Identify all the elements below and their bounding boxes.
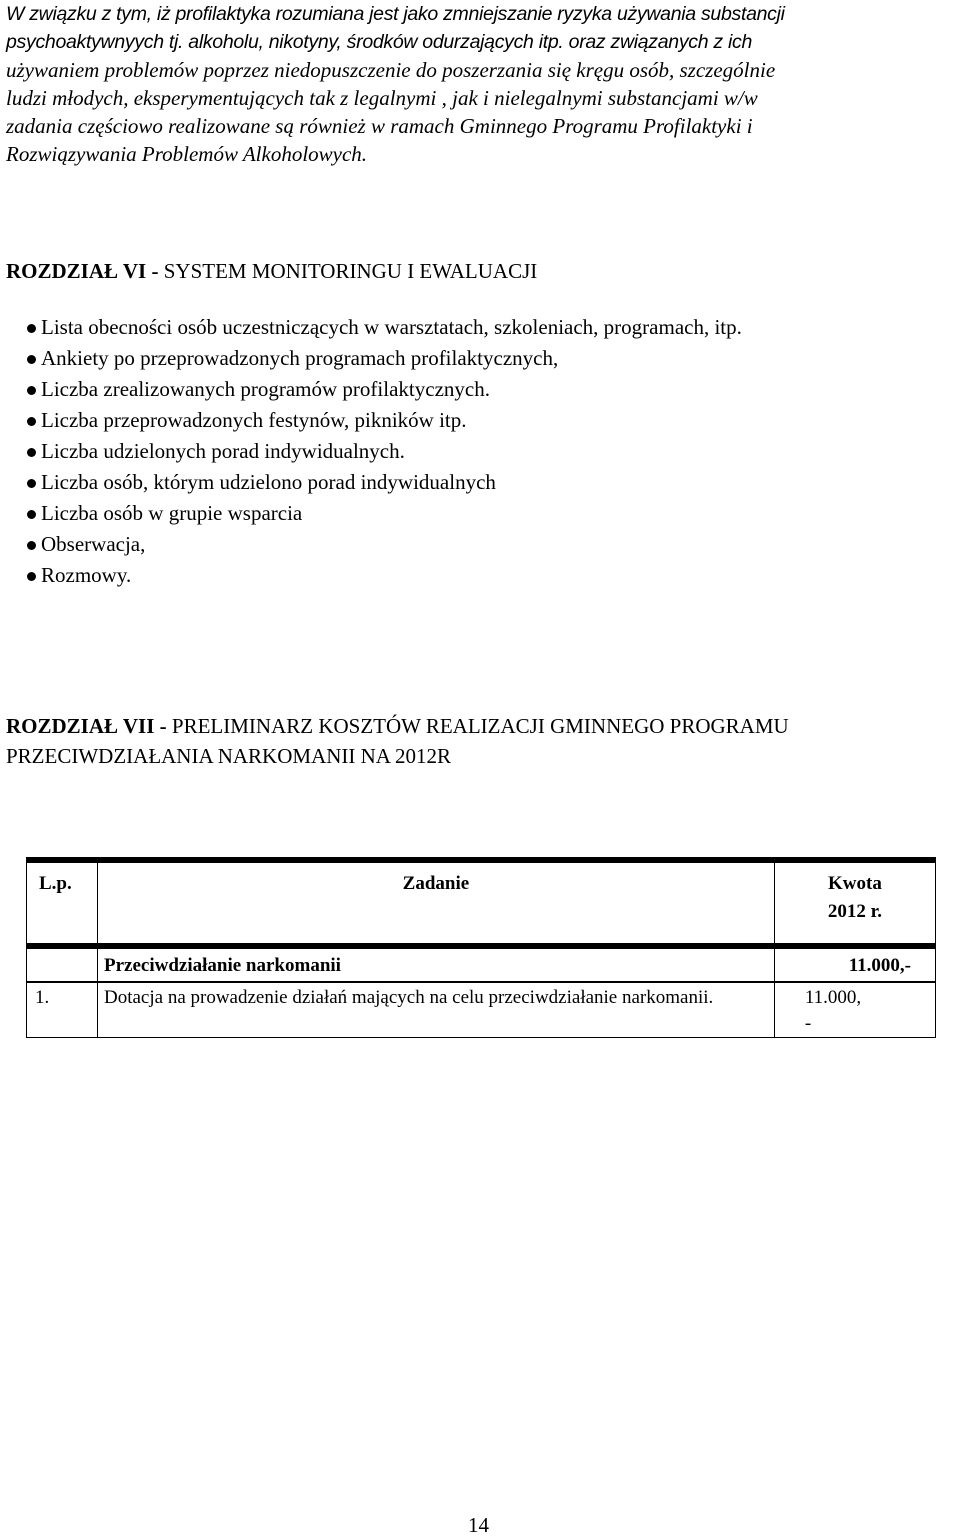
intro-line: Rozwiązywania Problemów Alkoholowych. xyxy=(6,142,368,166)
header-amount-line2: 2012 r. xyxy=(827,901,883,922)
bullet-icon xyxy=(27,479,36,488)
table-header-row xyxy=(27,860,936,946)
bullet-icon xyxy=(27,572,36,581)
bullet-icon xyxy=(27,510,36,519)
header-task: Zadanie xyxy=(98,860,775,946)
header-amount-line1: Kwota xyxy=(828,873,882,894)
list-item-text: Lista obecności osób uczestniczących w warsztatach, szkoleniach, programach, itp. xyxy=(41,315,742,339)
intro-paragraph xyxy=(6,0,954,168)
section-7-heading xyxy=(6,711,789,741)
row-amount xyxy=(774,982,935,1038)
bullet-icon xyxy=(27,355,36,364)
list-item-text: Liczba osób w grupie wsparcia xyxy=(41,501,303,525)
list-item-text: Liczba zrealizowanych programów profilaktycznych. xyxy=(41,377,490,401)
intro-line: zadania częściowo realizowane są również w ramach Gminnego Programu Profilaktyki i xyxy=(6,114,753,138)
list-item-text: Obserwacja, xyxy=(41,532,146,556)
cost-table-wrapper xyxy=(26,857,936,1038)
section-7-title-line2: PRZECIWDZIAŁANIA NARKOMANII NA 2012R xyxy=(6,744,452,768)
bullet-icon xyxy=(27,541,36,550)
category-task: Przeciwdziałanie narkomanii xyxy=(98,946,775,982)
section-6-title: SYSTEM MONITORINGU I EWALUACJI xyxy=(158,259,538,283)
page-number: 14 xyxy=(468,1513,489,1537)
bullet-icon xyxy=(27,386,36,395)
cost-table xyxy=(26,857,936,1038)
category-amount: 11.000,- xyxy=(774,946,935,982)
bullet-icon xyxy=(27,417,36,426)
row-lp: 1. xyxy=(27,982,98,1038)
bullet-icon xyxy=(27,324,36,333)
row-amount-line2: - xyxy=(804,1013,812,1034)
intro-line: W związku z tym, iż profilaktyka rozumiana jest jako zmniejszanie ryzyka używania substancji xyxy=(6,3,785,25)
table-row xyxy=(27,982,936,1038)
section-7-title-line1: PRELIMINARZ KOSZTÓW REALIZACJI GMINNEGO PROGRAMU xyxy=(166,714,789,738)
intro-line: ludzi młodych, eksperymentujących tak z legalnymi , jak i nielegalnymi substancjami w/w xyxy=(6,86,758,110)
header-amount xyxy=(774,860,935,946)
bullet-icon xyxy=(27,448,36,457)
list-item-text: Rozmowy. xyxy=(41,563,132,587)
section-6-label: ROZDZIAŁ VI - xyxy=(6,259,159,283)
list-item-text: Liczba osób, którym udzielono porad indywidualnych xyxy=(41,470,496,494)
category-lp xyxy=(27,946,98,982)
list-item-text: Liczba udzielonych porad indywidualnych. xyxy=(41,439,405,463)
intro-line: używaniem problemów poprzez niedopuszczenie do poszerzania się kręgu osób, szczególnie xyxy=(6,58,776,82)
list-item-text: Liczba przeprowadzonych festynów, pikników itp. xyxy=(41,408,467,432)
header-lp: L.p. xyxy=(27,860,98,946)
list-item-text: Ankiety po przeprowadzonych programach profilaktycznych, xyxy=(41,346,559,370)
section-7-heading-line2 xyxy=(6,741,451,771)
table-category-row xyxy=(27,946,936,982)
intro-line: psychoaktywnyych tj. alkoholu, nikotyny, środków odurzających itp. oraz związanych z ich xyxy=(6,31,753,53)
row-task: Dotacja na prowadzenie działań mających na celu przeciwdziałanie narkomanii. xyxy=(98,982,775,1038)
row-amount-line1: 11.000, xyxy=(804,987,862,1008)
section-7-label: ROZDZIAŁ VII - xyxy=(6,714,167,738)
section-6-heading xyxy=(6,256,537,286)
